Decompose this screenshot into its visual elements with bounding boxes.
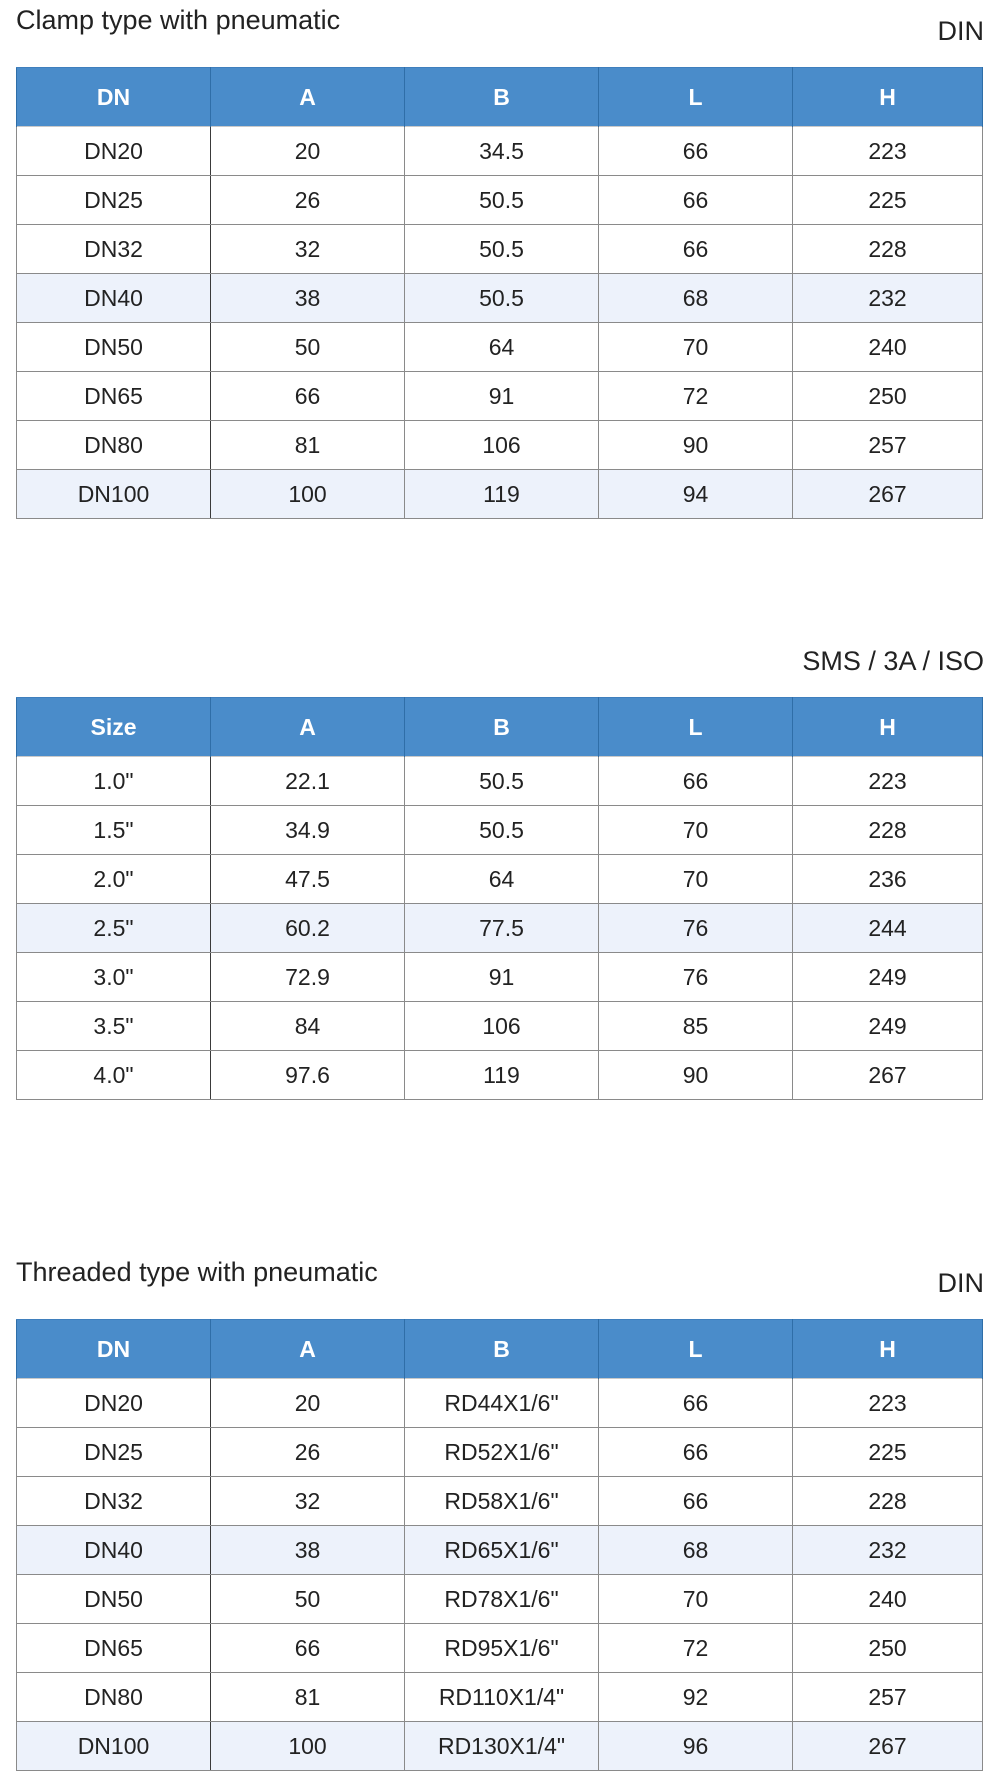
table-cell: 72 [599,1624,793,1673]
table-cell: 240 [793,1575,983,1624]
table-cell: 70 [599,323,793,372]
table-cell: RD110X1/4" [405,1673,599,1722]
column-header: H [793,68,983,127]
table-row [17,1428,983,1477]
table-cell: 70 [599,1575,793,1624]
table-cell: 66 [599,225,793,274]
table-cell: 68 [599,274,793,323]
spec-table-sms-3a-iso [16,697,983,1100]
table-cell: 1.5" [17,806,211,855]
table-cell: 22.1 [211,757,405,806]
table-cell: 91 [405,953,599,1002]
table-cell: 96 [599,1722,793,1771]
table-row [17,1575,983,1624]
table-cell: 267 [793,1051,983,1100]
table-cell: 228 [793,1477,983,1526]
table-row [17,274,983,323]
table-cell: DN40 [17,1526,211,1575]
table-row [17,1673,983,1722]
table-cell: 81 [211,1673,405,1722]
column-header: B [405,1320,599,1379]
table-cell: 228 [793,225,983,274]
table-cell: 106 [405,421,599,470]
table-cell: DN20 [17,127,211,176]
table-cell: 91 [405,372,599,421]
table-cell: 32 [211,1477,405,1526]
table-cell: 76 [599,904,793,953]
table-cell: 225 [793,176,983,225]
table-cell: DN25 [17,1428,211,1477]
table-cell: 100 [211,470,405,519]
table-header-row [17,698,983,757]
table-cell: DN80 [17,421,211,470]
table-cell: 119 [405,470,599,519]
table-cell: 72.9 [211,953,405,1002]
table-row [17,323,983,372]
table-row [17,1379,983,1428]
table-cell: 26 [211,1428,405,1477]
table-row [17,1051,983,1100]
table-cell: 2.0" [17,855,211,904]
table-cell: 90 [599,421,793,470]
table-cell: 76 [599,953,793,1002]
table-cell: 66 [599,127,793,176]
table-cell: 68 [599,1526,793,1575]
table-cell: 223 [793,1379,983,1428]
table-cell: 1.0" [17,757,211,806]
table-cell: 47.5 [211,855,405,904]
table-cell: 50.5 [405,806,599,855]
table-cell: 106 [405,1002,599,1051]
table-cell: RD52X1/6" [405,1428,599,1477]
table-cell: 70 [599,806,793,855]
table-row [17,1477,983,1526]
column-header: DN [17,68,211,127]
table-cell: 66 [599,1428,793,1477]
table-cell: 66 [211,372,405,421]
table-cell: 50.5 [405,176,599,225]
table-cell: 97.6 [211,1051,405,1100]
column-header: L [599,1320,793,1379]
table-row [17,904,983,953]
table-cell: 66 [599,1477,793,1526]
table-cell: RD44X1/6" [405,1379,599,1428]
table-row [17,1722,983,1771]
table-cell: RD58X1/6" [405,1477,599,1526]
table-cell: 64 [405,323,599,372]
table-cell: 26 [211,176,405,225]
table-cell: 94 [599,470,793,519]
table-cell: RD65X1/6" [405,1526,599,1575]
table-cell: 50 [211,323,405,372]
table-cell: 267 [793,470,983,519]
table-cell: 100 [211,1722,405,1771]
column-header: H [793,1320,983,1379]
table-cell: 84 [211,1002,405,1051]
table-cell: DN25 [17,176,211,225]
table-cell: DN40 [17,274,211,323]
table-cell: 66 [599,1379,793,1428]
table-cell: DN100 [17,1722,211,1771]
table-cell: DN100 [17,470,211,519]
table-cell: 50 [211,1575,405,1624]
table-row [17,372,983,421]
table-cell: RD130X1/4" [405,1722,599,1771]
table-cell: 4.0" [17,1051,211,1100]
table-cell: 223 [793,757,983,806]
table-cell: 3.5" [17,1002,211,1051]
table-row [17,855,983,904]
table-cell: 50.5 [405,757,599,806]
table-cell: 225 [793,1428,983,1477]
table-cell: 77.5 [405,904,599,953]
table-row [17,470,983,519]
spec-table-clamp-din [16,67,983,519]
column-header: DN [17,1320,211,1379]
table-row [17,953,983,1002]
table-cell: 66 [599,757,793,806]
table-cell: 85 [599,1002,793,1051]
table-cell: DN50 [17,1575,211,1624]
section-title: Threaded type with pneumatic [16,1257,378,1287]
table-cell: 232 [793,1526,983,1575]
table-cell: 64 [405,855,599,904]
table-cell: 90 [599,1051,793,1100]
table-cell: 249 [793,1002,983,1051]
table-row [17,127,983,176]
table-cell: 119 [405,1051,599,1100]
table-cell: 257 [793,1673,983,1722]
table-row [17,225,983,274]
table-cell: DN65 [17,372,211,421]
column-header: A [211,1320,405,1379]
column-header: B [405,68,599,127]
table-cell: 66 [599,176,793,225]
column-header: L [599,698,793,757]
spec-table-threaded-din [16,1319,983,1771]
table-cell: 249 [793,953,983,1002]
table-cell: RD78X1/6" [405,1575,599,1624]
column-header: B [405,698,599,757]
table-cell: DN32 [17,1477,211,1526]
table-cell: 20 [211,1379,405,1428]
table-cell: 3.0" [17,953,211,1002]
section-standard-label: DIN [937,1268,984,1298]
column-header: Size [17,698,211,757]
table-row [17,1526,983,1575]
section-title: Clamp type with pneumatic [16,5,341,35]
table-cell: 267 [793,1722,983,1771]
table-cell: 244 [793,904,983,953]
column-header: A [211,698,405,757]
table-cell: 236 [793,855,983,904]
table-cell: 92 [599,1673,793,1722]
table-cell: 38 [211,274,405,323]
table-cell: 20 [211,127,405,176]
table-row [17,757,983,806]
table-cell: DN80 [17,1673,211,1722]
table-row [17,806,983,855]
table-row [17,176,983,225]
table-cell: 32 [211,225,405,274]
table-cell: 257 [793,421,983,470]
table-header-row [17,68,983,127]
table-cell: 38 [211,1526,405,1575]
table-row [17,1624,983,1673]
column-header: L [599,68,793,127]
section-standard-label: DIN [937,16,984,46]
table-cell: 50.5 [405,274,599,323]
table-cell: 228 [793,806,983,855]
table-cell: 66 [211,1624,405,1673]
table-cell: 240 [793,323,983,372]
table-cell: DN32 [17,225,211,274]
table-cell: 232 [793,274,983,323]
column-header: H [793,698,983,757]
table-cell: 70 [599,855,793,904]
table-header-row [17,1320,983,1379]
table-cell: 50.5 [405,225,599,274]
table-cell: DN20 [17,1379,211,1428]
column-header: A [211,68,405,127]
table-cell: 34.9 [211,806,405,855]
table-row [17,1002,983,1051]
table-cell: 250 [793,1624,983,1673]
table-cell: 72 [599,372,793,421]
table-cell: 250 [793,372,983,421]
table-cell: 81 [211,421,405,470]
section-standard-label: SMS / 3A / ISO [802,646,984,676]
table-cell: RD95X1/6" [405,1624,599,1673]
table-row [17,421,983,470]
table-cell: 60.2 [211,904,405,953]
table-cell: 34.5 [405,127,599,176]
table-cell: 223 [793,127,983,176]
table-cell: DN50 [17,323,211,372]
table-cell: 2.5" [17,904,211,953]
table-cell: DN65 [17,1624,211,1673]
